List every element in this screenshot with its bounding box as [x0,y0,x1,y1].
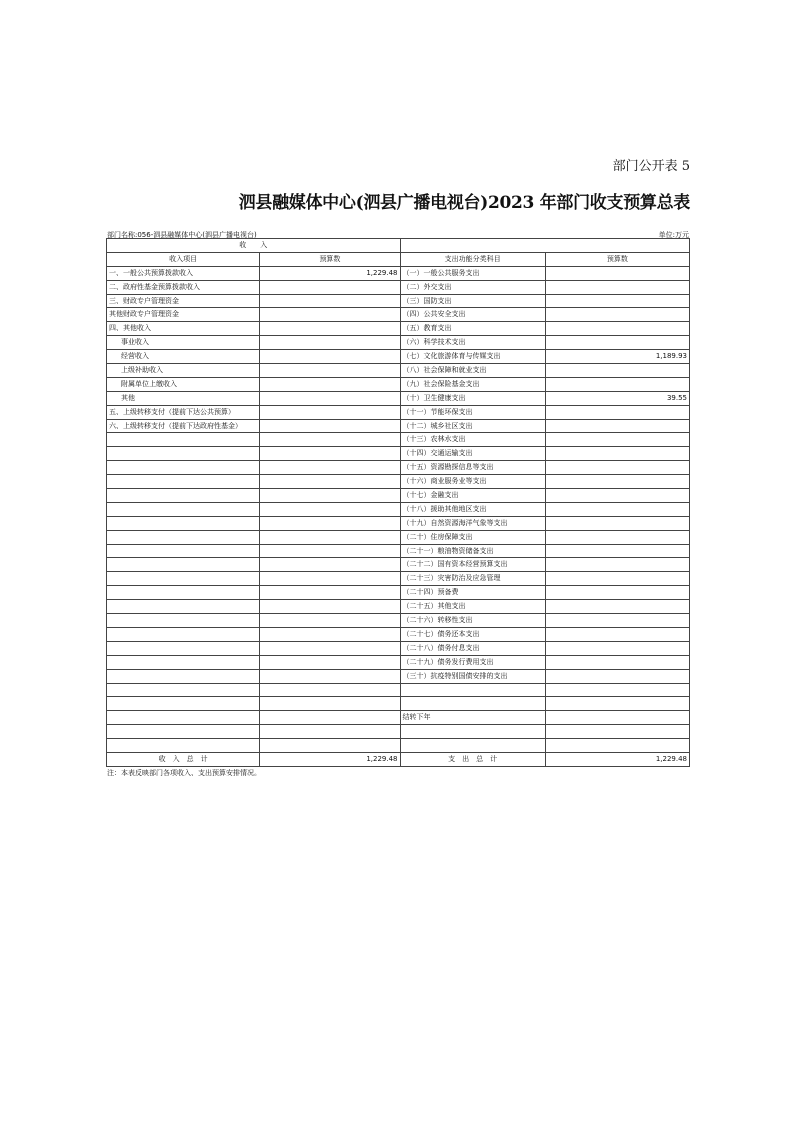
table-row [107,433,690,447]
table-row [107,544,690,558]
expense-item-cell: （八）社会保障和就业支出 [400,364,545,378]
income-amount-cell [260,294,400,308]
expense-amount-cell [545,475,689,489]
table-row [107,502,690,516]
income-item-cell: 其他 [107,391,260,405]
expense-item-cell: （九）社会保险基金支出 [400,377,545,391]
income-amount-cell [260,433,400,447]
expense-item-cell: （二十四）预备费 [400,586,545,600]
expense-amount-cell [545,683,689,697]
table-row [107,558,690,572]
income-item-cell [107,461,260,475]
expense-amount-cell [545,697,689,711]
expense-item-cell: （三十）抗疫特别国债安排的支出 [400,669,545,683]
income-amount-cell [260,419,400,433]
table-row [107,461,690,475]
expense-amount-cell [545,725,689,739]
income-amount-cell [260,350,400,364]
table-row [107,489,690,503]
income-item-cell: 一、一般公共预算拨款收入 [107,266,260,280]
expense-amount-cell [545,405,689,419]
income-item-cell: 其他财政专户管理资金 [107,308,260,322]
income-item-cell [107,433,260,447]
expense-item-cell: 结转下年 [400,711,545,725]
table-row [107,572,690,586]
expense-amount-cell [545,641,689,655]
expense-amount-cell [545,544,689,558]
income-group-header: 收 入 [107,239,401,253]
expense-item-cell: （二十）住房保障支出 [400,530,545,544]
expense-amount-cell [545,294,689,308]
income-amount-cell [260,641,400,655]
income-amount-cell [260,364,400,378]
income-item-cell [107,627,260,641]
income-item-cell [107,447,260,461]
income-item-cell [107,530,260,544]
expense-amount-cell [545,336,689,350]
table-row [107,336,690,350]
expense-item-cell: （二十九）债务发行费用支出 [400,655,545,669]
expense-item-cell: （十三）农林水支出 [400,433,545,447]
income-item-cell: 六、上级转移支付（提前下达政府性基金） [107,419,260,433]
income-item-cell [107,572,260,586]
expense-amount-cell [545,447,689,461]
income-item-cell: 二、政府性基金预算拨款收入 [107,280,260,294]
expense-item-cell: （十八）援助其他地区支出 [400,502,545,516]
income-item-cell [107,711,260,725]
income-amount-cell [260,336,400,350]
expense-item-cell: （五）教育支出 [400,322,545,336]
income-amount-cell [260,489,400,503]
table-row [107,280,690,294]
income-amount-cell [260,308,400,322]
table-row [107,322,690,336]
expense-item-cell: （十五）资源勘探信息等支出 [400,461,545,475]
income-amount-cell [260,725,400,739]
income-amount-cell [260,530,400,544]
total-expense-label: 支 出 总 计 [400,752,545,766]
income-amount-cell [260,739,400,753]
total-income-label: 收 入 总 计 [107,752,260,766]
income-amount-cell [260,683,400,697]
income-item-cell [107,725,260,739]
expense-amount-cell [545,308,689,322]
income-amount-cell [260,655,400,669]
income-amount-cell [260,627,400,641]
expense-amount-cell [545,461,689,475]
income-amount-cell: 1,229.48 [260,266,400,280]
income-item-cell [107,614,260,628]
table-row [107,697,690,711]
table-row [107,516,690,530]
expense-amount-cell [545,377,689,391]
income-item-cell [107,544,260,558]
income-item-cell: 五、上级转移支付（提前下达公共预算） [107,405,260,419]
table-row [107,530,690,544]
expense-amount-cell [545,364,689,378]
table-row [107,725,690,739]
expense-amount-cell [545,614,689,628]
income-amount-cell [260,447,400,461]
income-amount-cell [260,377,400,391]
income-item-cell [107,489,260,503]
table-row [107,641,690,655]
expense-item-cell: （二十一）粮油物资储备支出 [400,544,545,558]
income-item-cell [107,641,260,655]
table-row [107,294,690,308]
expense-amount-cell [545,739,689,753]
column-header-row [107,252,690,266]
unit-label: 单位:万元 [658,231,689,239]
totals-row [107,752,690,766]
expense-amount-cell [545,322,689,336]
expense-amount-cell [545,489,689,503]
expense-item-cell: （二十三）灾害防治及应急管理 [400,572,545,586]
table-row [107,655,690,669]
table-row [107,683,690,697]
income-amount-cell [260,614,400,628]
income-amount-cell [260,461,400,475]
income-item-cell [107,558,260,572]
col-header-expense-amount: 预算数 [545,252,689,266]
income-item-cell [107,655,260,669]
expense-amount-cell [545,502,689,516]
expense-amount-cell [545,711,689,725]
expense-item-cell: （十四）交通运输支出 [400,447,545,461]
income-item-cell: 经营收入 [107,350,260,364]
income-item-cell [107,683,260,697]
expense-item-cell: （一）一般公共服务支出 [400,266,545,280]
expense-item-cell: （七）文化旅游体育与传媒支出 [400,350,545,364]
expense-amount-cell [545,530,689,544]
income-amount-cell [260,586,400,600]
table-row [107,308,690,322]
income-amount-cell [260,391,400,405]
expense-item-cell [400,683,545,697]
income-amount-cell [260,322,400,336]
expense-item-cell [400,725,545,739]
expense-item-cell [400,739,545,753]
expense-item-cell: （二十七）债务还本支出 [400,627,545,641]
income-amount-cell [260,669,400,683]
page-title: 泗县融媒体中心(泗县广播电视台)2023 年部门收支预算总表 [238,193,690,213]
expense-amount-cell [545,280,689,294]
expense-item-cell: （十六）商业服务业等支出 [400,475,545,489]
table-row [107,627,690,641]
table-row [107,391,690,405]
expense-amount-cell [545,516,689,530]
expense-item-cell: （二十二）国有资本经营预算支出 [400,558,545,572]
income-item-cell: 四、其他收入 [107,322,260,336]
table-row [107,447,690,461]
income-item-cell [107,586,260,600]
expense-item-cell: （二十五）其他支出 [400,600,545,614]
table-row [107,419,690,433]
expense-amount-cell [545,655,689,669]
expense-amount-cell [545,558,689,572]
expense-amount-cell [545,433,689,447]
expense-amount-cell [545,586,689,600]
expense-amount-cell: 1,189.93 [545,350,689,364]
income-item-cell: 上级补助收入 [107,364,260,378]
income-item-cell [107,600,260,614]
income-item-cell [107,739,260,753]
expense-item-cell: （十一）节能环保支出 [400,405,545,419]
total-income-value: 1,229.48 [260,752,400,766]
expense-item-cell: （二）外交支出 [400,280,545,294]
table-row [107,600,690,614]
income-amount-cell [260,572,400,586]
income-item-cell [107,502,260,516]
income-amount-cell [260,405,400,419]
expense-item-cell: （二十八）债务付息支出 [400,641,545,655]
expense-item-cell [400,697,545,711]
table-row [107,475,690,489]
table-row [107,350,690,364]
budget-summary-table [106,238,690,767]
income-item-cell [107,475,260,489]
income-amount-cell [260,600,400,614]
income-item-cell: 事业收入 [107,336,260,350]
income-amount-cell [260,711,400,725]
table-row [107,364,690,378]
col-header-income-item: 收入项目 [107,252,260,266]
col-header-expense-item: 支出功能分类科目 [400,252,545,266]
expense-amount-cell [545,600,689,614]
income-amount-cell [260,516,400,530]
table-row [107,739,690,753]
income-amount-cell [260,502,400,516]
expense-item-cell: （四）公共安全支出 [400,308,545,322]
income-amount-cell [260,475,400,489]
footnote: 注：本表反映部门各项收入、支出预算安排情况。 [107,769,261,777]
income-item-cell [107,669,260,683]
expense-item-cell: （二十六）转移性支出 [400,614,545,628]
income-item-cell [107,697,260,711]
total-expense-value: 1,229.48 [545,752,689,766]
expense-amount-cell [545,669,689,683]
table-number-label: 部门公开表 5 [612,159,690,174]
table-row [107,377,690,391]
income-item-cell: 附属单位上缴收入 [107,377,260,391]
income-amount-cell [260,697,400,711]
col-header-income-amount: 预算数 [260,252,400,266]
group-header-row [107,239,690,253]
department-name: 部门名称:056-泗县融媒体中心(泗县广播电视台) [107,231,257,239]
table-row [107,586,690,600]
income-amount-cell [260,280,400,294]
expense-item-cell: （十二）城乡社区支出 [400,419,545,433]
expense-amount-cell [545,572,689,586]
expense-group-header [400,239,689,253]
income-item-cell [107,516,260,530]
expense-item-cell: （十）卫生健康支出 [400,391,545,405]
expense-amount-cell [545,266,689,280]
expense-amount-cell [545,419,689,433]
expense-item-cell: （十九）自然资源海洋气象等支出 [400,516,545,530]
table-row [107,405,690,419]
income-amount-cell [260,558,400,572]
table-row [107,711,690,725]
expense-item-cell: （三）国防支出 [400,294,545,308]
table-row [107,669,690,683]
expense-item-cell: （六）科学技术支出 [400,336,545,350]
income-amount-cell [260,544,400,558]
expense-amount-cell: 39.55 [545,391,689,405]
expense-item-cell: （十七）金融支出 [400,489,545,503]
expense-amount-cell [545,627,689,641]
table-row [107,614,690,628]
table-row [107,266,690,280]
income-item-cell: 三、财政专户管理资金 [107,294,260,308]
